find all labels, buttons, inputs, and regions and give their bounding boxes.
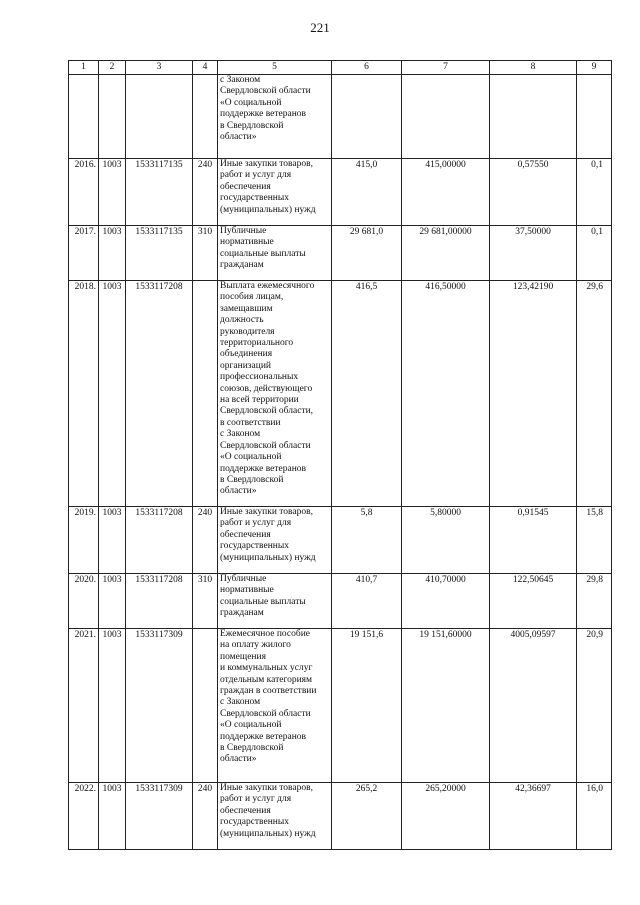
column-header: 9 — [577, 61, 612, 75]
percent-cell: 29,6 — [577, 281, 612, 507]
executed-amount-cell — [490, 75, 577, 159]
column-header: 8 — [490, 61, 577, 75]
row-number-cell: 2019. — [69, 507, 99, 574]
description-cell: Иные закупки товаров, работ и услуг для обеспечения государственных (муниципальных) нужд — [218, 783, 332, 850]
row-number-cell: 2022. — [69, 783, 99, 850]
column-header: 2 — [99, 61, 126, 75]
expense-type-cell: 310 — [193, 226, 218, 281]
executed-amount-cell: 122,50645 — [490, 574, 577, 629]
expense-type-cell — [193, 281, 218, 507]
planned-amount-cell: 415,0 — [332, 159, 402, 226]
row-number-cell: 2018. — [69, 281, 99, 507]
budget-table — [68, 60, 612, 850]
column-header: 6 — [332, 61, 402, 75]
column-header: 5 — [218, 61, 332, 75]
description-cell: Иные закупки товаров, работ и услуг для обеспечения государственных (муниципальных) нужд — [218, 159, 332, 226]
percent-cell: 16,0 — [577, 783, 612, 850]
executed-amount-cell: 123,42190 — [490, 281, 577, 507]
planned-amount-cell: 410,7 — [332, 574, 402, 629]
target-code-cell: 1533117309 — [126, 629, 193, 783]
executed-amount-cell: 42,36697 — [490, 783, 577, 850]
row-number-cell: 2016. — [69, 159, 99, 226]
section-code-cell: 1003 — [99, 226, 126, 281]
table-row — [69, 574, 612, 629]
expense-type-cell — [193, 75, 218, 159]
expense-type-cell: 240 — [193, 159, 218, 226]
target-code-cell: 1533117208 — [126, 507, 193, 574]
section-code-cell — [99, 75, 126, 159]
executed-amount-cell: 37,50000 — [490, 226, 577, 281]
percent-cell: 0,1 — [577, 159, 612, 226]
section-code-cell: 1003 — [99, 574, 126, 629]
expense-type-cell: 240 — [193, 783, 218, 850]
executed-amount-cell: 0,91545 — [490, 507, 577, 574]
target-code-cell: 1533117135 — [126, 159, 193, 226]
percent-cell: 29,8 — [577, 574, 612, 629]
section-code-cell: 1003 — [99, 507, 126, 574]
description-cell: с Законом Свердловской области «О социальной поддержке ветеранов в Свердловской области» — [218, 75, 332, 159]
header-row — [69, 61, 612, 75]
planned-amount-cell — [332, 75, 402, 159]
description-cell: Выплата ежемесячного пособия лицам, замещавшим должность руководителя территориального объединения организаций профессиональных союзов, действующего на всей территории Свердловской области, в соответствии с Законом Свердловской области «О социальной поддержке ветеранов в Свердловской области» — [218, 281, 332, 507]
target-code-cell: 1533117208 — [126, 574, 193, 629]
approved-amount-cell: 19 151,60000 — [402, 629, 490, 783]
column-header: 4 — [193, 61, 218, 75]
table-row — [69, 226, 612, 281]
expense-type-cell: 240 — [193, 507, 218, 574]
description-cell: Ежемесячное пособие на оплату жилого помещения и коммунальных услуг отдельным категориям граждан в соответствии с Законом Свердловской области «О социальной поддержке ветеранов в Свердловской области» — [218, 629, 332, 783]
row-number-cell: 2017. — [69, 226, 99, 281]
column-header: 1 — [69, 61, 99, 75]
table-row — [69, 281, 612, 507]
planned-amount-cell: 29 681,0 — [332, 226, 402, 281]
section-code-cell: 1003 — [99, 783, 126, 850]
column-header: 3 — [126, 61, 193, 75]
section-code-cell: 1003 — [99, 159, 126, 226]
section-code-cell: 1003 — [99, 281, 126, 507]
row-number-cell: 2021. — [69, 629, 99, 783]
table-row — [69, 507, 612, 574]
planned-amount-cell: 416,5 — [332, 281, 402, 507]
approved-amount-cell: 265,20000 — [402, 783, 490, 850]
planned-amount-cell: 265,2 — [332, 783, 402, 850]
approved-amount-cell: 415,00000 — [402, 159, 490, 226]
planned-amount-cell: 5,8 — [332, 507, 402, 574]
approved-amount-cell: 29 681,00000 — [402, 226, 490, 281]
description-cell: Публичные нормативные социальные выплаты гражданам — [218, 226, 332, 281]
description-cell: Иные закупки товаров, работ и услуг для обеспечения государственных (муниципальных) нужд — [218, 507, 332, 574]
percent-cell: 20,9 — [577, 629, 612, 783]
approved-amount-cell: 5,80000 — [402, 507, 490, 574]
target-code-cell: 1533117208 — [126, 281, 193, 507]
target-code-cell — [126, 75, 193, 159]
expense-type-cell — [193, 629, 218, 783]
page-number: 221 — [310, 20, 330, 35]
table-row — [69, 75, 612, 159]
target-code-cell: 1533117309 — [126, 783, 193, 850]
target-code-cell: 1533117135 — [126, 226, 193, 281]
description-cell: Публичные нормативные социальные выплаты гражданам — [218, 574, 332, 629]
percent-cell — [577, 75, 612, 159]
approved-amount-cell: 416,50000 — [402, 281, 490, 507]
row-number-cell: 2020. — [69, 574, 99, 629]
table-row — [69, 783, 612, 850]
table-row — [69, 159, 612, 226]
executed-amount-cell: 4005,09597 — [490, 629, 577, 783]
expense-type-cell: 310 — [193, 574, 218, 629]
table-body — [69, 75, 612, 850]
percent-cell: 0,1 — [577, 226, 612, 281]
percent-cell: 15,8 — [577, 507, 612, 574]
section-code-cell: 1003 — [99, 629, 126, 783]
approved-amount-cell — [402, 75, 490, 159]
executed-amount-cell: 0,57550 — [490, 159, 577, 226]
row-number-cell — [69, 75, 99, 159]
table-row — [69, 629, 612, 783]
planned-amount-cell: 19 151,6 — [332, 629, 402, 783]
column-header: 7 — [402, 61, 490, 75]
approved-amount-cell: 410,70000 — [402, 574, 490, 629]
